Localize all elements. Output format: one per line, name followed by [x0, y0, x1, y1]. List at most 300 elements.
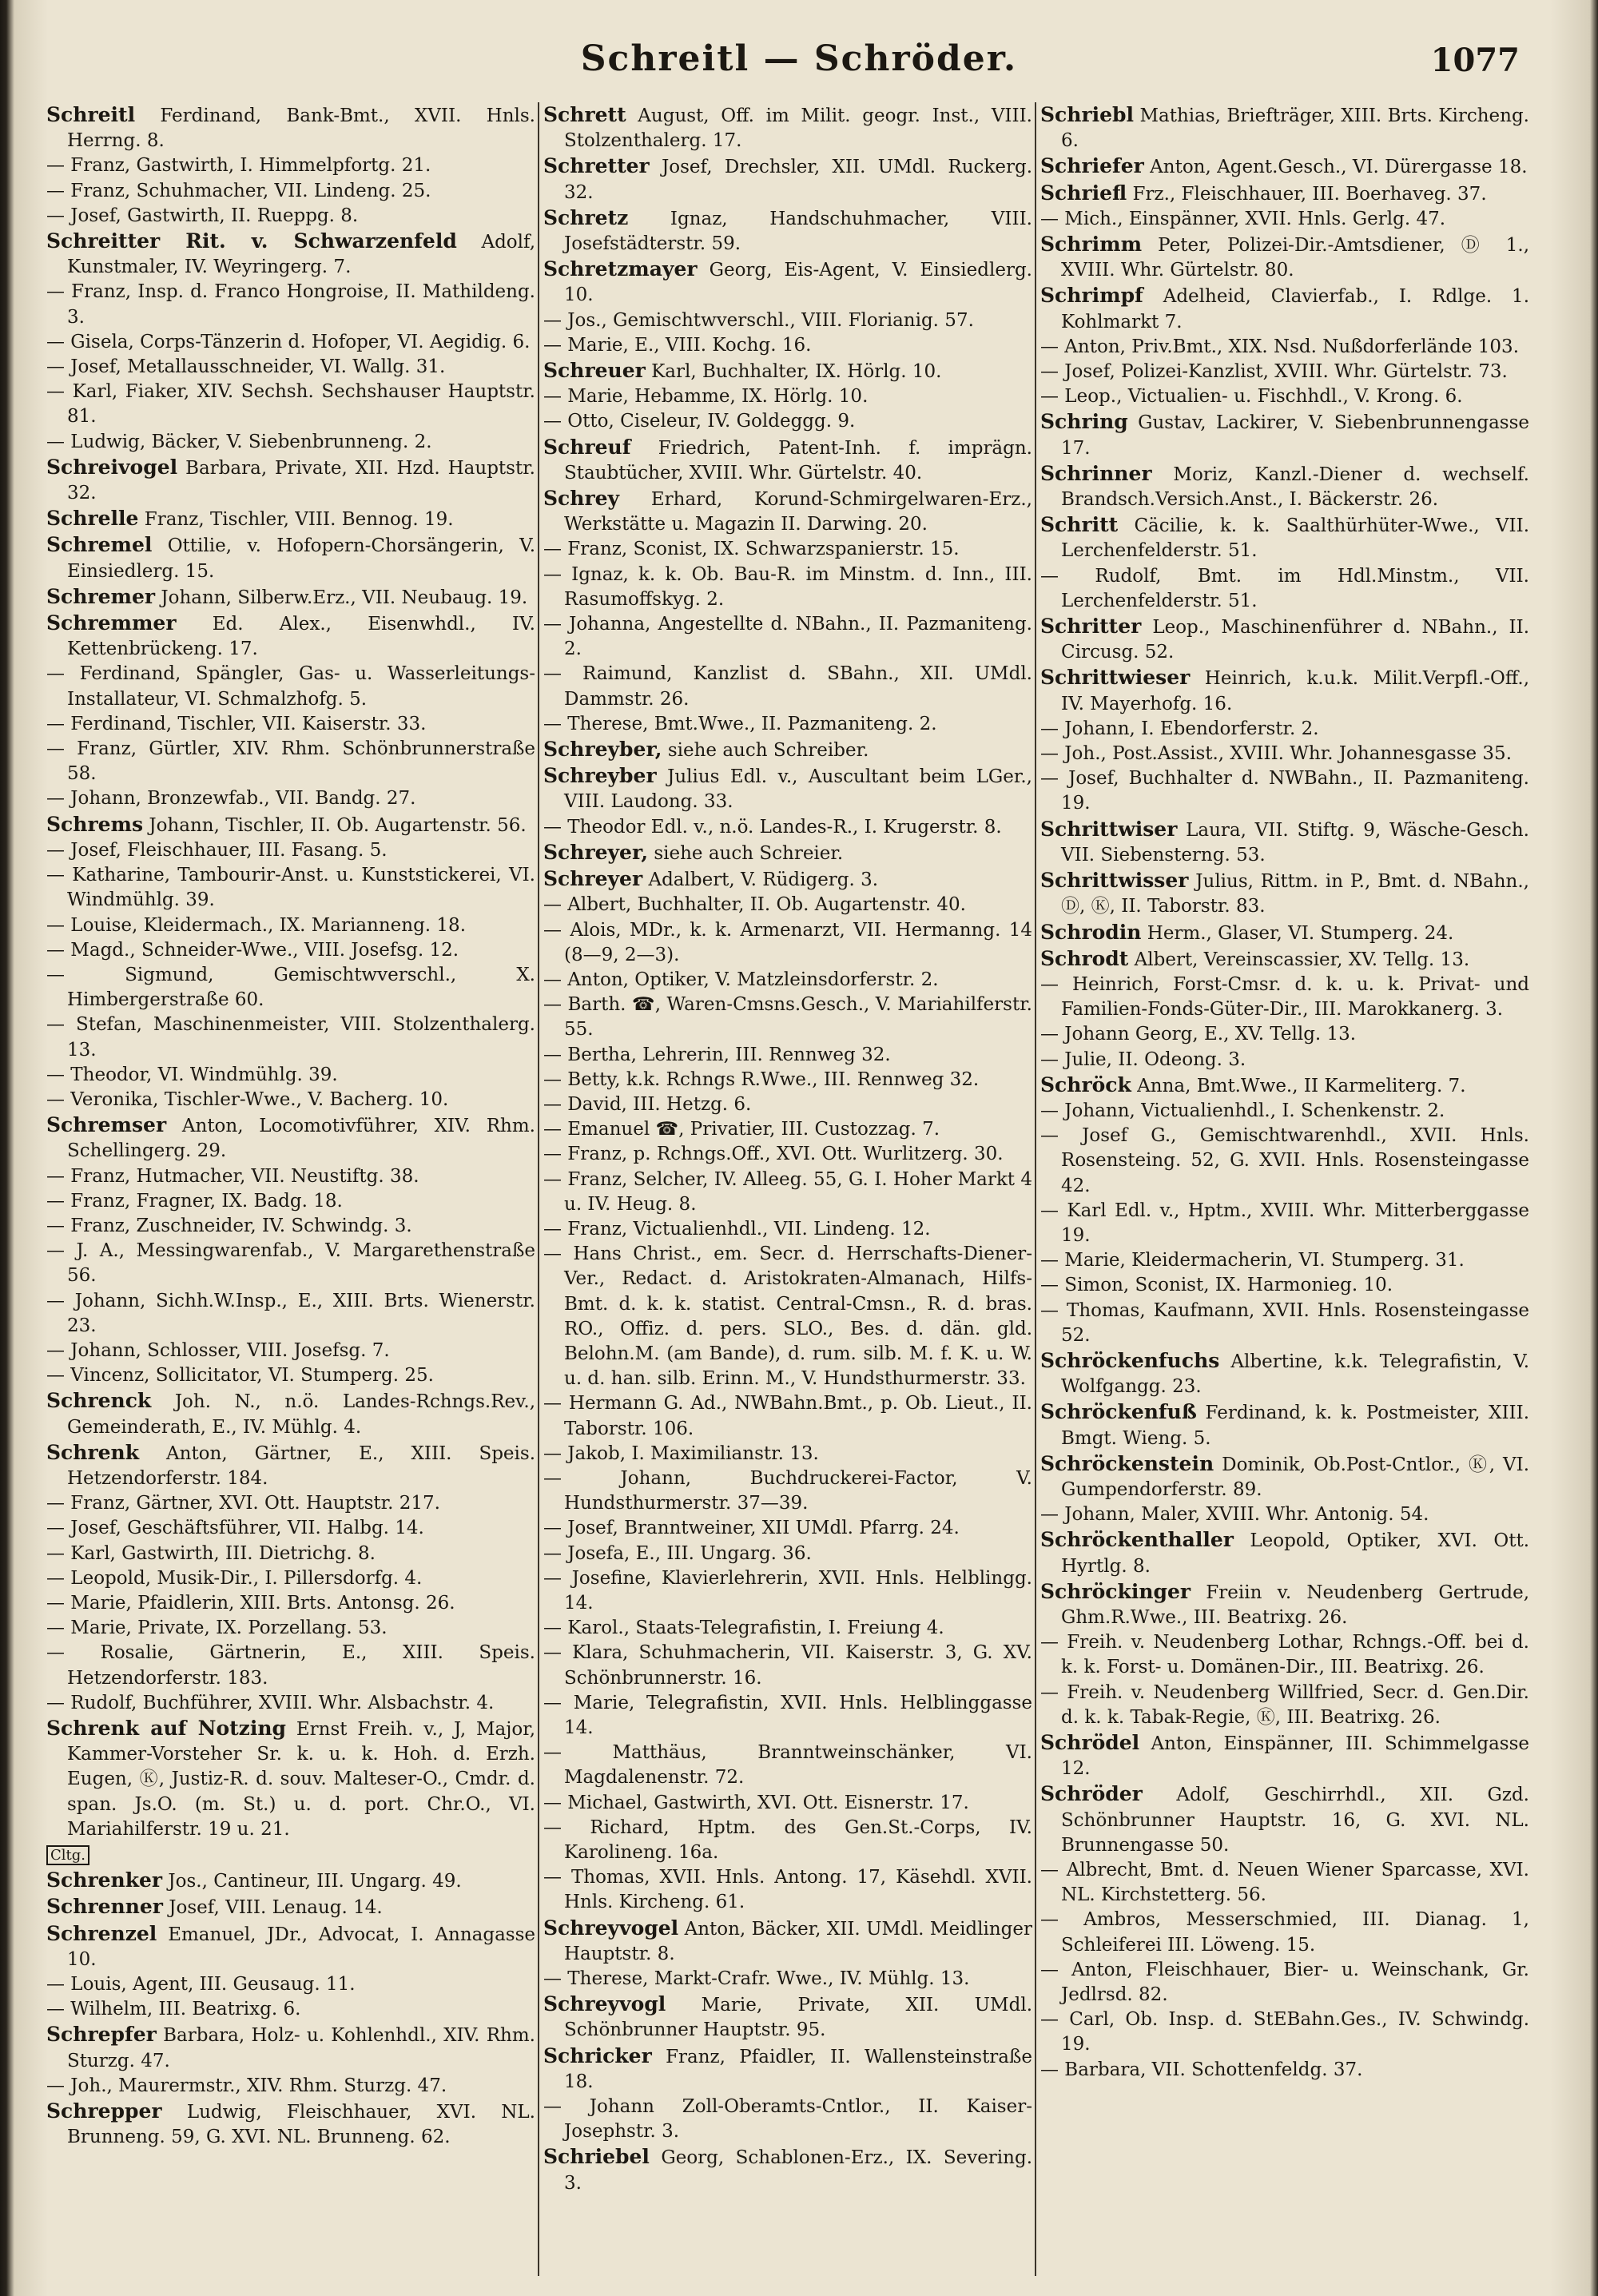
directory-entry: [46, 380, 535, 429]
directory-entry: [46, 1164, 535, 1189]
directory-entry: [543, 2144, 1032, 2195]
directory-entry: [46, 938, 535, 963]
directory-entry: [1040, 1248, 1529, 1273]
directory-entry: [1040, 614, 1529, 665]
directory-entry: [46, 1440, 535, 1491]
directory-entry: [543, 662, 1032, 711]
directory-entry: [1040, 1781, 1529, 1858]
entry-details: — Albrecht, Bmt. d. Neuen Wiener Sparcasse, XVI. NL. Kirchstetterg. 56.: [1040, 1860, 1529, 1906]
entry-details: Adolf, Kunstmaler, IV. Weyringerg. 7.: [67, 232, 535, 278]
entry-surname: Schriefer: [1040, 154, 1144, 178]
directory-entry: [543, 486, 1032, 537]
entry-details: — Rudolf, Bmt. im Hdl.Minstm., VII. Lerchenfelderstr. 51.: [1040, 565, 1529, 611]
directory-entry: [1040, 1099, 1529, 1124]
entry-details: — Franz, Selcher, IV. Alleeg. 55, G. I. Hoher Markt 4 u. IV. Heug. 8.: [543, 1168, 1032, 1215]
entry-surname: Schreitter Rit. v. Schwarzenfeld: [46, 229, 457, 253]
entry-details: — David, III. Hetzg. 6.: [543, 1093, 752, 1115]
entry-surname: Schrenk auf Notzing: [46, 1717, 287, 1740]
directory-entry: [1040, 1072, 1529, 1099]
entry-surname: Schremel: [46, 533, 153, 557]
directory-entry: [543, 1542, 1032, 1566]
entry-surname: Schrenzel: [46, 1921, 157, 1945]
entry-surname: Schrödel: [1040, 1731, 1140, 1754]
entry-details: Ferdinand, Bank-Bmt., XVII. Hnls. Herrng. 8.: [67, 105, 535, 152]
entry-details: — Ignaz, k. k. Ob. Bau-R. im Minstm. d. Inn., III. Rasumoffskyg. 2.: [543, 563, 1032, 610]
directory-entry: [543, 1967, 1032, 1992]
entry-surname: Schricker: [543, 2043, 652, 2067]
directory-entry: [1040, 1348, 1529, 1399]
entry-details: Laura, VII. Stiftg. 9, Wäsche-Gesch. VII. Siebensterng. 53.: [1061, 819, 1529, 865]
directory-entry: [46, 204, 535, 229]
directory-entry: [543, 409, 1032, 434]
directory-entry: [46, 280, 535, 329]
entry-details: — Veronika, Tischler-Wwe., V. Bacherg. 10.: [46, 1088, 449, 1110]
directory-entry: [46, 179, 535, 204]
entry-details: Karl, Buchhalter, IX. Hörlg. 10.: [651, 361, 942, 383]
entry-details: — Joh., Maurermstr., XIV. Rhm. Sturzg. 47.: [46, 2075, 447, 2096]
directory-entry: [46, 584, 535, 611]
directory-entry: [1040, 564, 1529, 614]
directory-entry: [46, 1972, 535, 1997]
entry-details: — Franz, Gastwirth, I. Himmelpfortg. 21.: [46, 155, 431, 177]
page-header: [0, 38, 1598, 94]
directory-entry: [46, 662, 535, 711]
entry-surname: Schreitl: [46, 103, 136, 126]
directory-entry: [543, 893, 1032, 917]
directory-entry: [1040, 920, 1529, 946]
entry-details: — Emanuel ☎, Privatier, III. Custozzag. 7.: [543, 1119, 940, 1140]
directory-entry: [46, 1112, 535, 1164]
directory-entry: [543, 968, 1032, 993]
entry-surname: Schrenker: [46, 1868, 163, 1892]
entry-surname: Schreuf: [543, 435, 631, 459]
entry-surname: Schretz: [543, 205, 629, 229]
directory-entry: [543, 2043, 1032, 2095]
directory-entry: [543, 537, 1032, 562]
directory-entry: [46, 1997, 535, 2022]
entry-details: — Rudolf, Buchführer, XVIII. Whr. Alsbachstr. 4.: [46, 1692, 495, 1713]
entry-details: Jos., Cantineur, III. Ungarg. 49.: [168, 1871, 462, 1892]
entry-details: Marie, Private, XII. UMdl. Schönbrunner Hauptstr. 95.: [564, 1995, 1032, 2041]
entry-details: — Marie, E., VIII. Kochg. 16.: [543, 334, 812, 356]
directory-entry: [46, 1542, 535, 1566]
entry-details: Moriz, Kanzl.-Diener d. wechself. Brandsch.Versich.Anst., I. Bäckerstr. 26.: [1061, 464, 1529, 511]
directory-entry: [46, 1842, 535, 1868]
entry-details: — Franz, Gürtler, XIV. Rhm. Schönbrunnerstraße 58.: [46, 738, 535, 785]
entry-details: Anton, Bäcker, XII. UMdl. Meidlinger Hauptstr. 8.: [564, 1918, 1032, 1964]
entry-details: Emanuel, JDr., Advocat, I. Annagasse 10.: [67, 1924, 535, 1970]
page-number: 1077: [1430, 42, 1520, 79]
directory-entry: [46, 1868, 535, 1894]
entry-details: Georg, Schablonen-Erz., IX. Severing. 3.: [564, 2147, 1032, 2194]
directory-entry: [46, 712, 535, 737]
directory-entry: [46, 1894, 535, 1920]
directory-entry: [1040, 181, 1529, 207]
entry-details: Adalbert, V. Rüdigerg. 3.: [648, 869, 879, 891]
entry-surname: Schreuer: [543, 359, 646, 383]
entry-details: — Leopold, Musik-Dir., I. Pillersdorfg. 4.: [46, 1567, 423, 1589]
directory-entry: [543, 712, 1032, 737]
entry-surname: Schrittwieser: [1040, 666, 1191, 690]
entry-details: Friedrich, Patent-Inh. f. imprägn. Staubtücher, XVIII. Whr. Gürtelstr. 40.: [564, 437, 1032, 483]
directory-entry: [1040, 1451, 1529, 1502]
directory-entry: [543, 1442, 1032, 1466]
entry-details: — Freih. v. Neudenberg Lothar, Rchngs.-Off. bei d. k. k. Forst- u. Domänen-Dir., III. Beatrixg. 26.: [1040, 1632, 1529, 1678]
directory-entry: [46, 1921, 535, 1972]
entry-details: — Gisela, Corps-Tänzerin d. Hofoper, VI. Aegidig. 6.: [46, 331, 531, 352]
entry-surname: Schring: [1040, 410, 1128, 434]
entry-details: — Johann Zoll-Oberamts-Cntlor., II. Kaiser-Josephstr. 3.: [543, 2096, 1032, 2143]
entry-details: Cäcilie, k. k. Saalthürhüter-Wwe., VII. Lerchenfelderstr. 51.: [1061, 515, 1529, 562]
directory-entry: [46, 1566, 535, 1591]
directory-entry: [543, 384, 1032, 409]
entry-details: — Johanna, Angestellte d. NBahn., II. Pazmaniteng. 2.: [543, 614, 1032, 660]
entry-details: — J. A., Messingwarenfab., V. Margarethenstraße 56.: [46, 1240, 535, 1287]
directory-entry: [46, 2022, 535, 2073]
entry-surname: Schriebel: [543, 2145, 650, 2169]
entry-details: Albertine, k.k. Telegrafistin, V. Wolfgangg. 23.: [1061, 1351, 1529, 1398]
directory-entry: [46, 838, 535, 863]
directory-entry: [543, 815, 1032, 840]
entry-details: — Josef, Branntweiner, XII UMdl. Pfarrg. 24.: [543, 1518, 960, 1539]
directory-entry: [46, 455, 535, 506]
entry-tag: Cltg.: [46, 1845, 89, 1865]
entry-details: — Hermann G. Ad., NWBahn.Bmt., p. Ob. Lieut., II. Taborstr. 106.: [543, 1393, 1032, 1439]
directory-entry: [1040, 512, 1529, 563]
entry-details: — Marie, Kleidermacherin, VI. Stumperg. 31.: [1040, 1250, 1465, 1271]
directory-entry: [1040, 153, 1529, 180]
entry-details: Franz, Pfaidler, II. Wallensteinstraße 18.: [564, 2046, 1032, 2092]
entry-details: — Bertha, Lehrerin, III. Rennweg 32.: [543, 1044, 891, 1065]
directory-entry: [543, 1142, 1032, 1167]
entry-surname: Schreivogel: [46, 455, 178, 479]
directory-entry: [1040, 2008, 1529, 2057]
directory-entry: [543, 1117, 1032, 1142]
directory-entry: [543, 1816, 1032, 1865]
entry-surname: Schriebl: [1040, 103, 1135, 126]
entry-details: — Richard, Hptm. des Gen.St.-Corps, IV. Karolineng. 16a.: [543, 1817, 1032, 1864]
directory-entry: [543, 435, 1032, 486]
entry-surname: Schreyer: [543, 867, 643, 891]
directory-entry: [46, 506, 535, 532]
directory-entry: [1040, 461, 1529, 512]
directory-entry: [1040, 1399, 1529, 1450]
directory-entry: [1040, 665, 1529, 716]
directory-entry: [1040, 207, 1529, 232]
entry-details: Johann, Tischler, II. Ob. Augartenstr. 56.: [149, 814, 527, 836]
directory-entry: [46, 153, 535, 178]
entry-details: Mathias, Briefträger, XIII. Brts. Kircheng. 6.: [1061, 105, 1529, 152]
entry-surname: Schrenk: [46, 1440, 140, 1464]
directory-entry: [543, 1466, 1032, 1516]
entry-details: — Thomas, XVII. Hnls. Antong. 17, Käsehdl. XVII. Hnls. Kircheng. 61.: [543, 1867, 1032, 1913]
entry-surname: Schrenck: [46, 1389, 152, 1413]
entry-surname: Schremer: [46, 584, 156, 608]
entry-details: August, Off. im Milit. geogr. Inst., VIII. Stolzenthalerg. 17.: [564, 105, 1032, 152]
directory-entry: [543, 840, 1032, 866]
entry-details: — Franz, Insp. d. Franco Hongroise, II. Mathildeng. 3.: [46, 281, 535, 328]
directory-entry: [1040, 946, 1529, 973]
directory-entry: [543, 612, 1032, 662]
directory-entry: [46, 2074, 535, 2099]
entry-details: — Josefa, E., III. Ungarg. 36.: [543, 1542, 812, 1564]
page-title: Schreitl — Schröder.: [580, 38, 1018, 79]
entry-details: — Louis, Agent, III. Geusaug. 11.: [46, 1974, 356, 1996]
entry-details: — Marie, Private, IX. Porzellang. 53.: [46, 1618, 388, 1639]
entry-surname: Schröckenthaller: [1040, 1528, 1234, 1552]
entry-details: — Klara, Schuhmacherin, VII. Kaiserstr. 3, G. XV. Schönbrunnerstr. 16.: [543, 1642, 1032, 1689]
entry-details: Anton, Einspänner, III. Schimmelgasse 12.: [1061, 1733, 1529, 1780]
directory-entry: [543, 333, 1032, 358]
directory-entry: [1040, 1299, 1529, 1348]
entry-surname: Schröckenfuchs: [1040, 1348, 1220, 1372]
entry-details: — Jos., Gemischtwverschl., VIII. Florianig. 57.: [543, 309, 974, 331]
entry-details: — Therese, Bmt.Wwe., II. Pazmaniteng. 2.: [543, 713, 937, 734]
directory-entry: [1040, 868, 1529, 919]
entry-details: — Josef, Geschäftsführer, VII. Halbg. 14.: [46, 1518, 424, 1539]
entry-surname: Schrittwiser: [1040, 817, 1178, 841]
entry-details: Anton, Agent.Gesch., VI. Dürergasse 18.: [1150, 157, 1528, 178]
entry-details: — Johann, I. Ebendorferstr. 2.: [1040, 718, 1319, 739]
entry-details: — Freih. v. Neudenberg Willfried, Secr. d. Gen.Dir. d. k. k. Tabak-Regie, Ⓚ, III. Beatrixg. 26.: [1040, 1681, 1529, 1728]
directory-entry: [46, 1641, 535, 1690]
entry-details: — Marie, Telegrafistin, XVII. Hnls. Helblinggasse 14.: [543, 1692, 1032, 1738]
entry-details: — Franz, Hutmacher, VII. Neustiftg. 38.: [46, 1165, 419, 1187]
entry-details: Johann, Silberw.Erz., VII. Neubaug. 19.: [161, 587, 528, 608]
directory-entry: [543, 1092, 1032, 1117]
entry-details: — Karl, Fiaker, XIV. Sechsh. Sechshauser Hauptstr. 81.: [46, 381, 535, 428]
entry-details: — Karl, Gastwirth, III. Dietrichg. 8.: [46, 1542, 376, 1564]
directory-entry: [1040, 409, 1529, 460]
entry-details: Ignaz, Handschuhmacher, VIII. Josefstädterstr. 59.: [564, 208, 1032, 255]
entry-details: — Julie, II. Odeong. 3.: [1040, 1049, 1246, 1070]
entry-details: Barbara, Private, XII. Hzd. Hauptstr. 32.: [67, 457, 535, 504]
entry-details: — Johann, Bronzewfab., VII. Bandg. 27.: [46, 788, 416, 810]
directory-entry: [46, 330, 535, 355]
entry-details: Adolf, Geschirrhdl., XII. Gzd. Schönbrunner Hauptstr. 16, G. XVI. NL. Brunnengasse 50.: [1061, 1785, 1529, 1856]
entry-details: — Johann Georg, E., XV. Tellg. 13.: [1040, 1024, 1357, 1045]
entry-details: Dominik, Ob.Post-Cntlor., Ⓚ, VI. Gumpendorferstr. 89.: [1061, 1454, 1529, 1500]
entry-details: — Josef, Fleischhauer, III. Fasang. 5.: [46, 839, 388, 861]
directory-entry: [46, 913, 535, 938]
directory-entry: [1040, 1958, 1529, 2008]
directory-entry: [46, 1388, 535, 1439]
entry-surname: Schrett: [543, 103, 626, 126]
entry-details: Anton, Gärtner, E., XIII. Speis. Hetzendorferstr. 184.: [67, 1442, 535, 1489]
entry-details: Ernst Freih. v., J, Major, Kammer-Vorsteher Sr. k. u. k. Hoh. d. Erzh. Eugen, Ⓚ, Justiz-R. d. souv. Malteser-O., Cmdr. d. span. Js.O. (m. St.) u. d. port. Chr.O., VI. Mariahilferstr. 19 u. 21.: [67, 1719, 535, 1840]
directory-entry: [1040, 1730, 1529, 1781]
entry-details: Heinrich, k.u.k. Milit.Verpfl.-Off., IV. Mayerhofg. 16.: [1061, 668, 1529, 714]
entry-surname: Schrimpf: [1040, 284, 1143, 308]
directory-entry: [1040, 102, 1529, 153]
directory-entry: [543, 1791, 1032, 1816]
directory-entry: [46, 532, 535, 583]
directory-entry: [46, 1339, 535, 1363]
directory-entry: [46, 355, 535, 380]
entry-details: Freiin v. Neudenberg Gertrude, Ghm.R.Wwe., III. Beatrixg. 26.: [1061, 1582, 1529, 1628]
entry-details: — Louise, Kleidermach., IX. Marianneng. 18.: [46, 914, 467, 936]
entry-details: — Josef G., Gemischtwarenhdl., XVII. Hnls. Rosensteing. 52, G. XVII. Hnls. Rosensteingasse 42.: [1040, 1125, 1529, 1196]
directory-entry: [543, 2095, 1032, 2144]
entry-surname: Schrepper: [46, 2099, 162, 2123]
entry-surname: Schröck: [1040, 1072, 1131, 1096]
entry-surname: Schröckinger: [1040, 1579, 1191, 1603]
entry-details: — Marie, Pfaidlerin, XIII. Brts. Antonsg. 26.: [46, 1592, 455, 1614]
directory-entry: [1040, 973, 1529, 1022]
entry-details: — Ludwig, Bäcker, V. Siebenbrunneng. 2.: [46, 431, 432, 452]
directory-entry: [543, 1741, 1032, 1790]
entry-surname: Schrey: [543, 487, 620, 511]
entry-details: Julius, Rittm. in P., Bmt. d. NBahn., Ⓓ, Ⓚ, II. Taborstr. 83.: [1061, 871, 1529, 917]
entry-details: — Joh., Post.Assist., XVIII. Whr. Johannesgasse 35.: [1040, 743, 1513, 765]
directory-entry: [543, 1616, 1032, 1641]
entry-details: — Karol., Staats-Telegrafistin, I. Freiung 4.: [543, 1618, 944, 1639]
entry-details: — Franz, Schuhmacher, VII. Lindeng. 25.: [46, 180, 431, 201]
column-2: [543, 102, 1032, 2284]
entry-details: Ottilie, v. Hofopern-Chorsängerin, V. Einsiedlerg. 15.: [67, 535, 535, 582]
directory-entry: [46, 102, 535, 153]
entry-details: — Thomas, Kaufmann, XVII. Hnls. Rosensteingasse 52.: [1040, 1299, 1529, 1346]
directory-entry: [543, 1916, 1032, 1967]
directory-entry: [1040, 1502, 1529, 1527]
entry-details: — Vincenz, Sollicitator, VI. Stumperg. 25.: [46, 1365, 434, 1387]
entry-surname: Schröckenstein: [1040, 1451, 1214, 1475]
directory-entry: [46, 2099, 535, 2150]
entry-details: Peter, Polizei-Dir.-Amtsdiener, Ⓓ 1., XVIII. Whr. Gürtelstr. 80.: [1061, 235, 1529, 281]
entry-details: — Anton, Optiker, V. Matzleinsdorferstr. 2.: [543, 969, 939, 990]
entry-details: — Ferdinand, Spängler, Gas- u. Wasserleitungs-Installateur, VI. Schmalzhofg. 5.: [46, 663, 535, 710]
directory-entry: [1040, 283, 1529, 334]
directory-entry: [1040, 384, 1529, 409]
entry-details: — Johann, Buchdruckerei-Factor, V. Hundsthurmerstr. 37—39.: [543, 1467, 1032, 1514]
entry-surname: Schrodin: [1040, 920, 1142, 944]
entry-details: — Carl, Ob. Insp. d. StEBahn.Ges., IV. Schwindg. 19.: [1040, 2009, 1529, 2055]
directory-entry: [543, 1242, 1032, 1391]
entry-details: — Michael, Gastwirth, XVI. Ott. Eisnerstr. 17.: [543, 1792, 969, 1813]
entry-details: Gustav, Lackirer, V. Siebenbrunnengasse 17.: [1061, 412, 1529, 459]
entry-details: — Simon, Sconist, IX. Harmonieg. 10.: [1040, 1275, 1393, 1296]
entry-details: — Josef, Metallausschneider, VI. Wallg. 31.: [46, 356, 446, 378]
directory-entry: [543, 205, 1032, 257]
directory-entry: [543, 563, 1032, 612]
entry-surname: Schrimm: [1040, 233, 1143, 257]
directory-entry: [543, 763, 1032, 814]
directory-entry: [46, 963, 535, 1013]
entry-details: — Otto, Ciseleur, IV. Goldeggg. 9.: [543, 411, 856, 432]
entry-details: — Raimund, Kanzlist d. SBahn., XII. UMdl. Dammstr. 26.: [543, 663, 1032, 710]
entry-details: — Alois, MDr., k. k. Armenarzt, VII. Hermanng. 14 (8—9, 2—3).: [543, 919, 1032, 965]
directory-entry: [543, 102, 1032, 153]
entry-surname: Schreyer,: [543, 840, 649, 864]
directory-entry: [1040, 1022, 1529, 1047]
directory-entry: [46, 786, 535, 811]
entry-surname: Schröder: [1040, 1782, 1143, 1806]
directory-entry: [543, 1043, 1032, 1068]
directory-entry: [46, 1013, 535, 1062]
directory-entry: [543, 993, 1032, 1042]
directory-entry: [46, 1516, 535, 1541]
entry-details: Franz, Tischler, VIII. Bennog. 19.: [144, 509, 454, 531]
entry-details: — Albert, Buchhalter, II. Ob. Augartenstr. 40.: [543, 894, 966, 916]
directory-entry: [46, 1214, 535, 1239]
directory-entry: [1040, 1681, 1529, 1730]
entry-details: — Jakob, I. Maximilianstr. 13.: [543, 1442, 819, 1464]
directory-entry: [1040, 1124, 1529, 1199]
entry-details: — Franz, Gärtner, XVI. Ott. Hauptstr. 217.: [46, 1493, 440, 1514]
directory-entry: [46, 863, 535, 913]
directory-entry: [46, 1088, 535, 1112]
entry-details: — Katharine, Tambourir-Anst. u. Kunststickerei, VI. Windmühlg. 39.: [46, 865, 535, 911]
entry-details: — Johann, Schlosser, VIII. Josefsg. 7.: [46, 1339, 390, 1361]
directory-entry: [543, 1391, 1032, 1441]
directory-entry: [543, 1641, 1032, 1690]
directory-entry: [543, 358, 1032, 384]
entry-details: — Barth. ☎, Waren-Cmsns.Gesch., V. Mariahilferstr. 55.: [543, 994, 1032, 1041]
entry-surname: Schrinner: [1040, 461, 1152, 485]
entry-details: — Josef, Gastwirth, II. Rueppg. 8.: [46, 205, 359, 226]
entry-details: — Anton, Priv.Bmt., XIX. Nsd. Nußdorferlände 103.: [1040, 336, 1519, 357]
directory-entry: [46, 812, 535, 838]
entry-surname: Schreyber,: [543, 738, 662, 762]
directory-entry: [543, 866, 1032, 893]
entry-details: — Rosalie, Gärtnerin, E., XIII. Speis. Hetzendorferstr. 183.: [46, 1642, 535, 1689]
directory-entry: [46, 1363, 535, 1388]
entry-details: — Franz, Zuschneider, IV. Schwindg. 3.: [46, 1215, 412, 1236]
entry-surname: Schrenner: [46, 1895, 163, 1919]
entry-details: — Marie, Hebamme, IX. Hörlg. 10.: [543, 386, 869, 408]
directory-entry: [1040, 817, 1529, 868]
entry-surname: Schreyber: [543, 764, 657, 788]
directory-entry: [46, 1716, 535, 1842]
directory-entry: [1040, 1048, 1529, 1072]
directory-entry: [1040, 1630, 1529, 1680]
entry-details: — Johann, Maler, XVIII. Whr. Antonig. 54.: [1040, 1504, 1429, 1526]
directory-entry: [543, 257, 1032, 308]
directory-entry: [543, 918, 1032, 968]
column-3: [1040, 102, 1529, 2284]
entry-surname: Schrodt: [1040, 946, 1129, 970]
entry-details: — Johann, Victualienhdl., I. Schenkenstr. 2.: [1040, 1100, 1445, 1121]
entry-details: — Barbara, VII. Schottenfeldg. 37.: [1040, 2059, 1363, 2080]
directory-entry: [543, 1691, 1032, 1741]
entry-surname: Schritter: [1040, 615, 1142, 639]
directory-entry: [46, 430, 535, 455]
entry-details: — Heinrich, Forst-Cmsr. d. k. u. k. Privat- und Familien-Fonds-Güter-Dir., III. Marokkanerg. 3.: [1040, 973, 1529, 1021]
entry-details: Ludwig, Fleischhauer, XVI. NL. Brunneng. 59, G. XVI. NL. Brunneng. 62.: [67, 2102, 535, 2148]
entry-details: — Franz, Victualienhdl., VII. Lindeng. 12.: [543, 1218, 931, 1240]
entry-details: — Karl Edl. v., Hptm., XVIII. Whr. Mitterberggasse 19.: [1040, 1200, 1529, 1246]
directory-entry: [46, 1591, 535, 1616]
entry-surname: Schreyvogel: [543, 1916, 679, 1940]
entry-surname: Schrelle: [46, 507, 139, 531]
directory-entry: [1040, 717, 1529, 742]
directory-entry: [543, 1168, 1032, 1217]
entry-surname: Schrepfer: [46, 2023, 157, 2047]
entry-surname: Schretzmayer: [543, 257, 698, 281]
entry-details: — Betty, k.k. Rchngs R.Wwe., III. Rennweg 32.: [543, 1068, 980, 1090]
entry-details: Anna, Bmt.Wwe., II Karmeliterg. 7.: [1137, 1075, 1466, 1096]
entry-details: — Ambros, Messerschmied, III. Dianag. 1, Schleiferei III. Löweng. 15.: [1040, 1909, 1529, 1956]
directory-entry: [1040, 1527, 1529, 1578]
entry-details: siehe auch Schreier.: [654, 842, 844, 864]
entry-details: Erhard, Korund-Schmirgelwaren-Erz., Werkstätte u. Magazin II. Darwing. 20.: [564, 489, 1032, 535]
entry-surname: Schritt: [1040, 513, 1119, 537]
entry-details: — Hans Christ., em. Secr. d. Herrschafts-Diener-Ver., Redact. d. Aristokraten-Almanach, Hilfs-Bmt. d. k. k. statist. Central-Cmsn., R. d. bras. RO., Offiz. d. pers. SLO., Bes. d. dän. gld. Belohn.M. (am Bande), d. rum. silb. M. f. K. u. W. u. d. han. silb. Erinn. M., V. Hundsthurmerstr. 33.: [543, 1244, 1032, 1390]
directory-entry: [46, 1616, 535, 1641]
entry-details: — Leop., Victualien- u. Fischhdl., V. Krong. 6.: [1040, 386, 1463, 408]
column-divider: [1035, 102, 1036, 2276]
directory-entry: [543, 308, 1032, 333]
